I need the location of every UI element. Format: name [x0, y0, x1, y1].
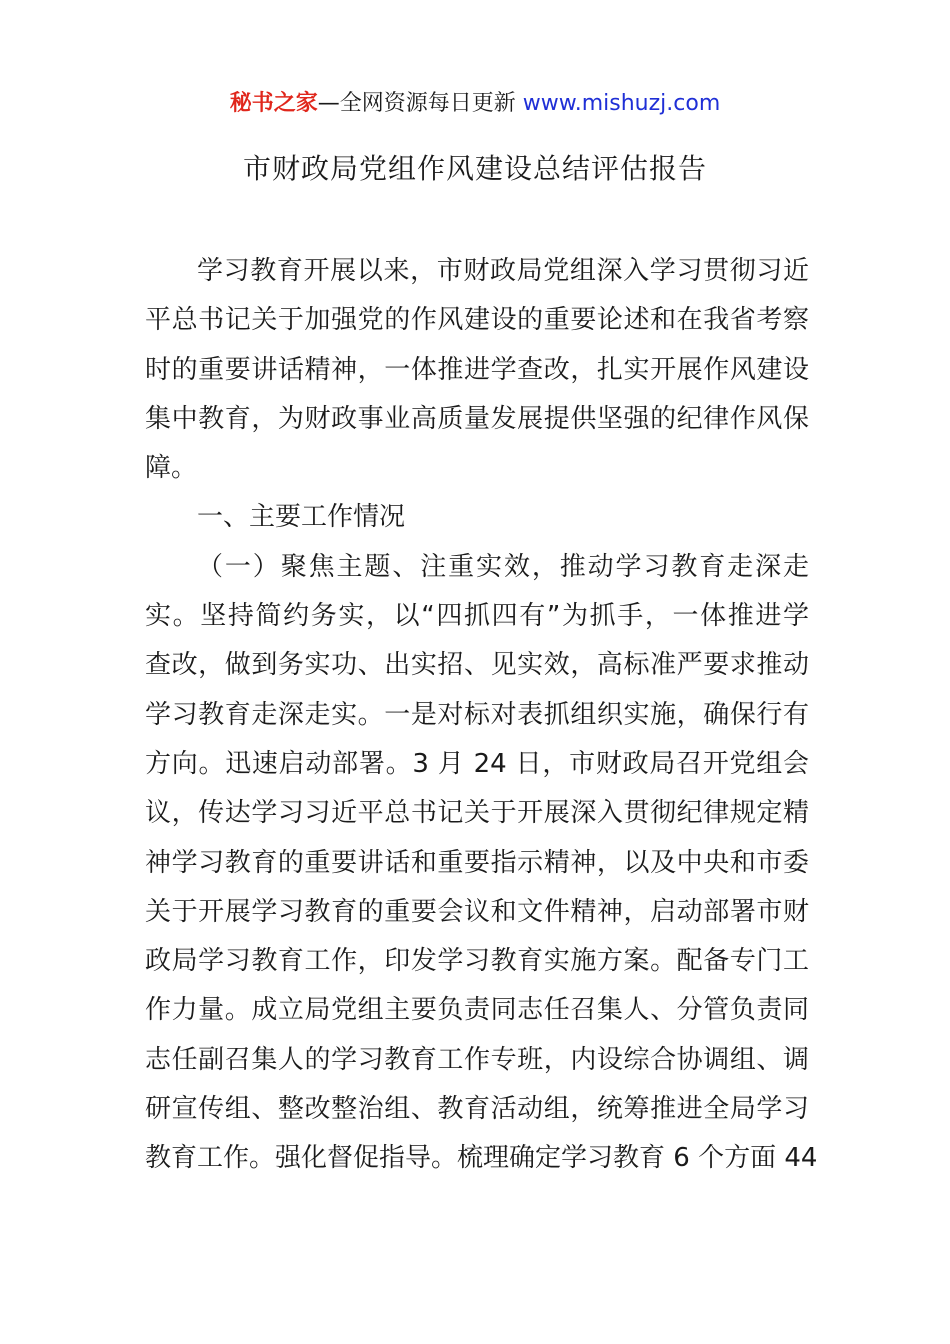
body-line: 志任副召集人的学习教育工作专班，内设综合协调组、调 [145, 1044, 809, 1075]
body-line: 教育工作。强化督促指导。梳理确定学习教育 6 个方面 44 [145, 1143, 818, 1174]
body-line: 作力量。成立局党组主要负责同志任召集人、分管负责同 [145, 995, 809, 1026]
brand-name: 秘书之家 [229, 91, 318, 116]
header-tagline: —全网资源每日更新 [317, 91, 516, 116]
website-link[interactable]: www.mishuzj.com [522, 91, 721, 116]
body-line: 查改，做到务实功、出实招、见实效，高标准严要求推动 [145, 650, 809, 681]
body-line: 一、主要工作情况 [197, 502, 406, 533]
body-line: 关于开展学习教育的重要会议和文件精神，启动部署市财 [145, 896, 809, 927]
body-line: 研宣传组、整改整治组、教育活动组，统筹推进全局学习 [145, 1094, 809, 1125]
body-line: 学习教育开展以来，市财政局党组深入学习贯彻习近 [197, 256, 809, 286]
page-header [0, 88, 950, 120]
document-body [145, 247, 818, 1184]
document-title: 市财政局党组作风建设总结评估报告 [242, 152, 707, 185]
body-line: 障。 [145, 453, 198, 484]
body-line: 时的重要讲话精神，一体推进学查改，扎实开展作风建设 [145, 354, 809, 385]
body-line: 方向。迅速启动部署。3 月 24 日，市财政局召开党组会 [145, 748, 809, 779]
body-line: 实。坚持简约务实，以“四抓四有”为抓手，一体推进学 [145, 601, 809, 632]
body-line: 政局学习教育工作，印发学习教育实施方案。配备专门工 [145, 946, 809, 977]
body-line: 平总书记关于加强党的作风建设的重要论述和在我省考察 [145, 305, 809, 336]
body-line: 学习教育走深走实。一是对标对表抓组织实施，确保行有 [145, 699, 809, 730]
body-line: 议，传达学习习近平总书记关于开展深入贯彻纪律规定精 [145, 798, 809, 829]
body-line: 神学习教育的重要讲话和重要指示精神，以及中央和市委 [145, 847, 809, 878]
body-line: （一）聚焦主题、注重实效，推动学习教育走深走 [197, 551, 809, 582]
body-line: 集中教育，为财政事业高质量发展提供坚强的纪律作风保 [145, 403, 809, 434]
